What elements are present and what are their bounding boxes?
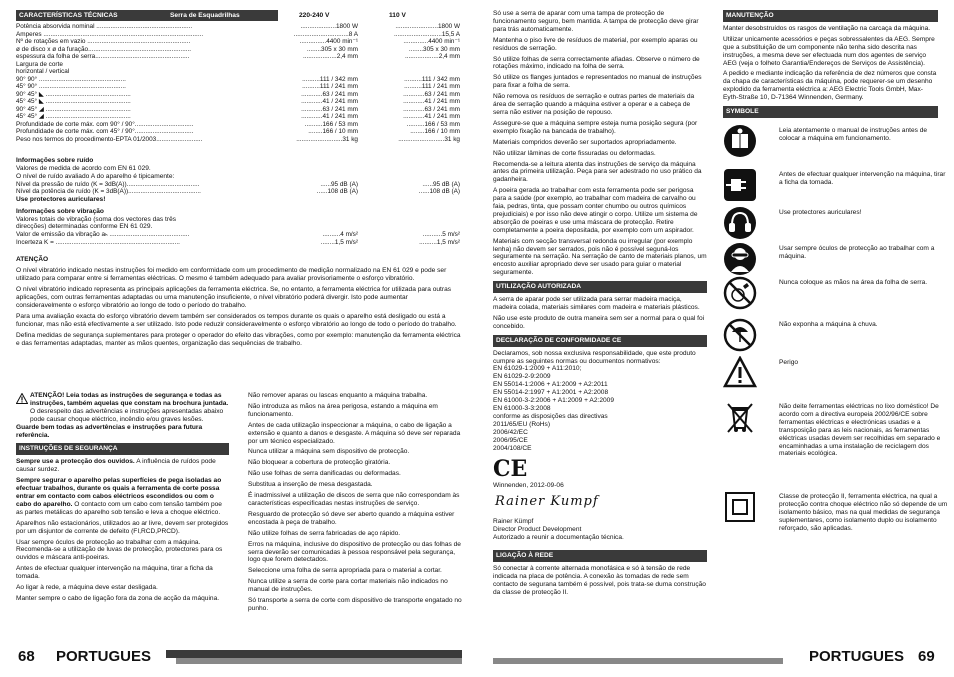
right-column-1	[493, 10, 707, 597]
spec-label: espessura da folha de serra.....................................................	[16, 53, 190, 60]
symbol-row	[723, 206, 938, 242]
safety-paragraph	[16, 595, 229, 603]
spec-v1: ....................1800 W	[300, 23, 358, 30]
spec-v2: ...................2,4 mm	[404, 53, 460, 60]
safety-paragraph: Erros na máquina, inclusive do dispositivo de protecção ou das folhas de serra deverão ser comunicadas à pessoa responsável pela segurança, logo que forem detectados.	[248, 540, 461, 564]
safety-text: Manter sempre o cabo de ligação fora da zona de acção da máquina.	[16, 594, 220, 602]
spec-v1: ...............4400 min⁻¹	[299, 38, 358, 45]
warning-triangle-icon	[16, 393, 28, 404]
spec-label: Potência absorvida nominal ......................................................	[16, 23, 193, 30]
spec-label: 90° 45° ◣ ................................................	[16, 90, 131, 98]
language-label: PORTUGUES	[809, 648, 905, 665]
spec-v1: ...................2,4 mm	[302, 53, 358, 60]
spec-row	[16, 31, 460, 39]
safety-paragraph: Só utilize os flanges juntados e representados no manual de instruções para fixar a folha de serra.	[493, 74, 702, 90]
util-title: UTILIZAÇÃO AUTORIZADA	[493, 281, 707, 293]
noise-table	[16, 181, 460, 196]
footer-68	[16, 648, 462, 670]
vib-table	[16, 231, 460, 246]
symbol-row	[723, 168, 946, 206]
spec-row	[16, 91, 460, 99]
spec-v1: ........305 x 30 mm	[306, 45, 358, 53]
spec-row	[16, 38, 460, 46]
spec-label: 45° 90° .................................................	[16, 83, 126, 90]
spec-label: horizontal / vertical	[16, 68, 70, 75]
safety-paragraph	[16, 520, 229, 536]
spec-row	[16, 128, 460, 136]
safety-paragraph: Não remova os resíduos de serração e outras partes de materiais da área de serração quando a máquina estiver a operar e a cabeça de serra não estiver na posição de repouso.	[493, 93, 695, 116]
eye-protection-icon	[723, 242, 757, 276]
spec-label: Nível da potência de ruído (K = 3dB(A)).........................................	[16, 188, 201, 196]
spec-v1: ............63 / 241 mm	[301, 90, 358, 98]
spec-row	[16, 23, 460, 31]
spec-v2: ......95 dB (A)	[422, 180, 460, 188]
decl-norm: EN 61000-3-2:2006 + A1:2009 + A2:2009	[493, 397, 614, 405]
safety-text: Antes de efectuar qualquer intervenção na máquina, tirar a ficha da tomada.	[16, 565, 213, 581]
spec-row	[16, 239, 460, 247]
safety-paragraph: Não introduza as mãos na área perigosa, estando a máquina em funcionamento.	[248, 402, 438, 418]
page-number: 68	[18, 648, 35, 665]
noise-line: Valores de medida de acordo com EN 61 029.	[16, 164, 151, 172]
safety-paragraph: Mantenha o piso livre de resíduos de material, por exemplo aparas ou resíduos de serração.	[493, 36, 698, 52]
safety-paragraph: Assegure-se que a máquina sempre esteja numa posição segura (por exemplo fixação na bancada de trabalho).	[493, 119, 698, 135]
safety-text: A influência de ruídos pode causar surdez.	[16, 458, 216, 474]
rede-text: Só conectar à corrente alternada monofásica e só à tensão de rede indicada na placa de potência. A conexão às tomadas de rede sem contacto de segurana também é possível, pois trata-se duma construção da classe de protecção II.	[493, 564, 706, 596]
manut-paragraph: Manter desobstruídos os rasgos de ventilação na carcaça da máquina.	[723, 24, 931, 32]
spec-v1: ......95 dB (A)	[320, 180, 358, 188]
decl-norm: 2006/95/CE	[493, 436, 528, 444]
symbol-text: Nunca coloque as mãos na área da folha de serra.	[779, 278, 928, 286]
weee-bin-icon	[723, 400, 757, 434]
safety-paragraphs-2	[248, 392, 462, 613]
no-rain-icon	[723, 318, 757, 352]
language-label: PORTUGUES	[56, 648, 152, 665]
spec-v2: ..........................31 kg	[398, 135, 460, 143]
decl-norm: EN 55014-1:2006 + A1:2009 + A2:2011	[493, 381, 608, 389]
spec-label: Incerteza K = ......................................................................	[16, 238, 180, 246]
symbol-row	[723, 356, 938, 400]
page-69	[477, 0, 954, 677]
safety-paragraph: Não remover aparas ou lascas enquanto a máquina trabalha.	[248, 392, 428, 399]
decl-norm: 2004/108/CE	[493, 444, 532, 452]
spec-product: Serra de Esquadrilhas	[170, 12, 240, 19]
safety-bold: Sempre segurar o aparelho pelas superfícies de pega isoladas ao efectuar trabalhos, durante os quais a ferramenta de corte possa entrar em contacto com cabos eléctricos escondidos ou com o cabo do aparelho.	[16, 477, 222, 508]
safety-paragraph: Materiais com secção transversal redonda ou irregular (por exemplo lenha) não devem ser serrados, pois não é possível seguná-los seguramente na serração. Na serração de canto de materiais planos, um encosto auxiliar apropriado deve ser usado para guiar o material seguramente.	[493, 237, 707, 277]
spec-v2: ............63 / 241 mm	[403, 90, 460, 98]
decl-norm: 2006/42/EC	[493, 428, 528, 436]
signer: Rainer Kümpf	[493, 518, 534, 526]
safety-text: Ao ligar à rede, a máquina deve estar desligada.	[16, 584, 158, 592]
decl-norm: EN 61029-2-9:2009	[493, 373, 551, 381]
spec-label: Valor de emissão da vibração aₕ .............................................	[16, 231, 190, 239]
page-number: 69	[918, 648, 935, 665]
decl-norm: 2011/65/EU (RoHs)	[493, 420, 551, 428]
danger-icon	[723, 356, 757, 390]
class-ii-icon	[723, 490, 757, 524]
decl-intro: Declaramos, sob nossa exclusiva responsabilidade, que este produto cumpre as seguintes normas ou documentos normativos:	[493, 349, 696, 365]
safety-paragraph: A poeira gerada ao trabalhar com esta ferramenta pode ser perigosa para a saúde (por exemplo, ao trabalhar com madeira de carvalho ou faia, pedras, tinta, que possam conter chumbo ou outros químicos prejudiciais) e por isso não deve atingir o corpo. Utilize um sistema de absorção de poeiras e use uma máscara de protecção. Retire completamente a poeira depositada, por exemplo com um aspirador.	[493, 187, 698, 234]
spec-label: Amperes ..........................................................................................	[16, 30, 204, 38]
spec-row	[16, 181, 460, 189]
noise-title: Informações sobre ruído	[16, 157, 94, 164]
right-column-2	[723, 10, 948, 550]
spec-v2: ............41 / 241 mm	[403, 113, 460, 120]
manut-title: MANUTENÇÃO	[723, 10, 938, 22]
volt-110: 110 V	[389, 12, 406, 19]
spec-v1: ..........166 / 53 mm	[304, 120, 358, 128]
decl-place: Winnenden, 2012-09-06	[493, 482, 564, 490]
manut-paragraphs	[723, 25, 938, 102]
specs-column	[16, 10, 461, 350]
spec-label: Nº de rotações em vazio ..........................................................	[16, 38, 191, 45]
symbol-text: Não exponha a máquina à chuva.	[779, 320, 878, 328]
spec-label: 45° 45° ◣ ................................................	[16, 98, 131, 105]
spec-v1: ..........4 m/s²	[322, 231, 358, 239]
spec-label: Largura de corte	[16, 60, 63, 68]
vib-line: direcções) determinadas conforme EN 61 029.	[16, 223, 153, 231]
safety-paragraph	[16, 539, 229, 563]
spec-header	[16, 10, 461, 21]
spec-v1	[246, 61, 358, 69]
spec-v2: ...........5 m/s²	[422, 231, 460, 239]
spec-v2	[358, 68, 460, 76]
decl-norm: conforme as disposições das directivas	[493, 412, 608, 420]
warning-text: O desrespeito das advertências e instruções apresentadas abaixo pode causar choque eléctrico, incêndio e/ou graves lesões.	[30, 407, 224, 423]
safety-paragraph: Não utilizar lâminas de corte fissuradas ou deformadas.	[493, 149, 656, 157]
spec-v2: ........................1800 W	[395, 23, 460, 30]
spec-row	[16, 188, 460, 196]
footer-69	[493, 648, 939, 670]
spec-row	[16, 53, 460, 61]
rede-title: LIGAÇÃO À REDE	[493, 550, 707, 562]
safety-paragraph: É inadmissível a utilização de discos de serra que não correspondam às características especificadas nestas instruções de serviço.	[248, 492, 460, 507]
spec-v1: ........1,5 m/s²	[320, 238, 358, 246]
symbol-row	[723, 242, 938, 276]
spec-v2: ............63 / 241 mm	[403, 105, 460, 113]
spec-v1: ............41 / 241 mm	[301, 98, 358, 105]
safety-paragraph: Nunca utilize a serra de corte para cortar materiais não indicados no manual de instruções.	[248, 578, 448, 594]
safety-paragraph: Recomenda-se a leitura atenta das instruções de serviço da máquina antes da primeira utilização. Peça para ser adestrado no uso prático da gadanheira.	[493, 160, 702, 184]
symbol-row	[723, 490, 948, 550]
safety-paragraph: Seleccione uma folha de serra apropriada para o material a cortar.	[248, 567, 442, 575]
no-hands-icon	[723, 276, 757, 310]
safety-column	[16, 392, 229, 606]
symbol-text: Classe de protecção II, ferramenta eléctrica, na qual a protecção contra choque eléctrico não só depende de um isolamento básico, mas na qual medidas de segurança suplementares, como isolamento duplo ou isolamento reforçado, são aplicadas.	[779, 492, 948, 532]
symbol-text: Não deite ferramentas eléctricas no lixo doméstico! De acordo com a directiva europeia 2002/96/CE sobre ferramentas eléctricas e electrónicas usadas e a transposição para as leis nacionais, as ferramentas eléctricas usadas devem ser recolhidas em separado e encaminhadas a uma instalação de reciclagem dos materiais ecológica.	[779, 402, 941, 458]
noise-warning: Use protectores auriculares!	[16, 195, 106, 203]
safety-paragraph	[16, 584, 229, 592]
vib-line: Valores totais de vibração (soma dos vectores das três	[16, 215, 177, 223]
spec-row	[16, 68, 460, 76]
symbol-text: Perigo	[779, 358, 799, 366]
noise-line: O nível de ruído avaliado A do aparelho é tipicamente:	[16, 172, 175, 180]
safety-text: Aparelhos não estacionários, utilizados ao ar livre, devem ser protegidos por um disjuntor de corrente de defeito (FI,RCD,PRCD).	[16, 519, 229, 535]
safety-paragraph: Substitua a inserção de mesa desgastada.	[248, 481, 373, 489]
read-manual-icon	[723, 124, 757, 158]
spec-row	[16, 231, 460, 239]
spec-v1: ............41 / 241 mm	[301, 113, 358, 120]
safety-paragraph: Resguardo de protecção só deve ser aberto quando a máquina estiver encostada à peça de trabalho.	[248, 510, 455, 526]
signature-lettering: Rainer Kumpf	[495, 494, 599, 510]
spec-table	[16, 23, 460, 143]
decl-norm: EN 55014-2:1997 + A1:2001 + A2:2008	[493, 389, 609, 397]
spec-v2: ........166 / 10 mm	[410, 128, 460, 135]
symbol-row	[723, 400, 941, 490]
vib-title: Informações sobre vibração	[16, 207, 104, 215]
spec-v2	[358, 61, 460, 69]
manut-paragraph: A pedido e mediante indicação da referência de dez números que consta da chapa de características da máquina, pode requerer-se um desenho explodido da ferramenta eléctrica a: AEG Electric Tools GmbH, Max-Eyth-Straße 10, D-71364 Winnenden, Germany.	[723, 70, 937, 102]
safety-column-2	[248, 392, 462, 616]
spec-v2: ..........111 / 241 mm	[404, 83, 460, 90]
util-text: A serra de aparar pode ser utilizada para serrar madeira maciça, madeira colada, materiais similares com madeira e materiais plásticos.	[493, 296, 700, 311]
manut-paragraph: Utilizar unicamente acessórios e peças sobressalentes da AEG. Sempre que a substituição de um componente não tenha sido descrita nas instruções, a mesma deve ser efectuada num dos agentes de serviço AEG (veja o folheto Garantia/Endereços de Serviços de Assistência).	[723, 35, 935, 67]
sym-title: SYMBOLE	[723, 106, 938, 118]
symbol-row	[723, 124, 938, 168]
spec-v2: ..........1,5 m/s²	[419, 238, 460, 246]
safety-paragraph: Nunca utilizar a máquina sem dispositivo de protecção.	[248, 448, 410, 456]
atencao-paragraphs	[16, 267, 461, 347]
signature	[493, 496, 707, 518]
spec-label: 45° 45° ◢ ................................................	[16, 113, 131, 120]
atencao-paragraph: O nível vibratório indicado representa as principais aplicações da ferramenta eléctrica. Se, no entanto, a ferramenta eléctrica for utilizada para outras aplicações, com outras ferramentas adaptadas ou uma manutenção insuficiente, o nível vibratório poderá divergir. Isto pode aumentar consideravelmente o esforço vibratório ao longo de todo o período do trabalho.	[16, 286, 452, 309]
spec-label: 90° 45° ◢ ................................................	[16, 105, 131, 113]
symbol-text: Use protectores auriculares!	[779, 208, 862, 216]
safety-text: Usar sempre óculos de protecção ao trabalhar com a máquina. Recomenda-se a utilização de luvas de protecção, protectores para os ouvidos e máscara anti-poeiras.	[16, 538, 223, 562]
ce-mark: CE	[493, 456, 528, 483]
spec-row	[16, 113, 460, 121]
spec-v1: ......108 dB (A)	[316, 188, 358, 196]
spec-row	[16, 46, 460, 54]
safety-paragraph: Não bloquear a cobertura de protecção giratória.	[248, 459, 391, 467]
spec-row	[16, 83, 460, 91]
symbol-list	[723, 124, 948, 550]
atencao-paragraph: Defina medidas de segurança suplementares para proteger o operador do efeito das vibrações, como por exemplo: manutenção da ferramenta eléctrica e das ferramentas adaptadas, manter as mãos quentes, organização das sequências de trabalho.	[16, 331, 461, 347]
symbol-text: Leia atentamente o manual de instruções antes de colocar a máquina em funcionamento.	[779, 126, 928, 142]
spec-row	[16, 106, 460, 114]
safety-paragraph: Não use folhas de serra danificadas ou deformadas.	[248, 470, 401, 478]
decl-title: DECLARAÇÃO DE CONFORMIDADE CE	[493, 335, 707, 347]
symbol-row	[723, 318, 938, 356]
unplug-icon	[723, 168, 757, 202]
atencao-paragraph: Para uma avaliação exacta do esforço vibratório devem também ser considerados os tempos durante os quais o aparelho está desligado ou está a funcionar, mas não está efectivamente a ser utilizado. Isto pode reduzir consideravelmente o esforço vibratório ao longo de todo o período do trabalho.	[16, 312, 457, 328]
spec-row	[16, 121, 460, 129]
safety-paragraph: Só utilize folhas de serra correctamente afiadas. Observe o número de rotações máximo, indicado na folha de serra.	[493, 55, 700, 71]
safety-paragraph: Materiais compridos deverão ser suportados apropriadamente.	[493, 138, 677, 146]
spec-label: Profundidade de corte máx. com 90° / 90°.................................	[16, 120, 194, 128]
atencao-title: ATENÇÃO	[16, 256, 49, 264]
util-text: Não use este produto de outra maneira sem ser a normal para o qual foi concebido.	[493, 314, 705, 330]
warning-block	[16, 392, 229, 424]
safety-paragraph	[16, 477, 229, 517]
spec-v2: ...........................15,5 A	[393, 30, 460, 38]
spec-v1: ..........111 / 342 mm	[302, 75, 358, 83]
signer-auth: Autorizado a reunir a documentação técnica.	[493, 534, 624, 542]
atencao-paragraph: O nível vibratório indicado nestas instruções foi medido em conformidade com um procedimento de medição normalizado na EN 61 029 e pode ser utilizado para comparar entre si ferramentas eléctricas. O mesmo é também adequado para avaliar provisoriamente o esforço vibratório.	[16, 267, 447, 283]
spec-row	[16, 136, 460, 144]
spec-v2: ..............4400 min⁻¹	[403, 38, 460, 45]
spec-label: ø de disco x ø da furação..........................................................	[16, 45, 192, 53]
spec-v1: ........166 / 10 mm	[308, 128, 358, 135]
volt-220: 220-240 V	[299, 12, 330, 19]
safety-title: INSTRUÇÕES DE SEGURANÇA	[16, 443, 229, 455]
spec-v1: ............63 / 241 mm	[301, 105, 358, 113]
spec-v1	[246, 68, 358, 76]
spec-v2: ........305 x 30 mm	[408, 45, 460, 53]
right-paragraphs	[493, 10, 707, 277]
spec-v2: ..........111 / 342 mm	[404, 75, 460, 83]
symbol-text: Usar sempre óculos de protecção ao trabalhar com a máquina.	[779, 244, 935, 260]
spec-v1: ..........................31 kg	[296, 135, 358, 143]
warning-bold-2: Guarde bem todas as advertências e instruções para futura referência.	[16, 423, 203, 439]
safety-paragraph: Só use a serra de aparar com uma tampa de protecção de funcionamento seguro, bem mantida. A tampa de protecção deve girar para trás automaticamente.	[493, 10, 699, 33]
decl-norm: EN 61029-1:2009 + A11:2010;	[493, 365, 582, 373]
warning-bold: ATENÇÃO! Leia todas as instruções de segurança e todas as instruções, também aquelas que constam na brochura juntada.	[30, 392, 229, 407]
safety-text: O contacto com um cabo com tensão também poe as partes metálicas do aparelho sob tensão e leva a choque eléctrico.	[16, 500, 222, 516]
signer-role: Director Product Development	[493, 526, 582, 534]
spec-v1: ..........111 / 241 mm	[302, 83, 358, 90]
decl-norms	[493, 365, 707, 452]
safety-paragraph: Não utilize folhas de serra fabricadas de aço rápido.	[248, 529, 401, 537]
safety-paragraphs	[16, 458, 229, 603]
spec-row	[16, 61, 460, 69]
ear-protection-icon	[723, 206, 757, 240]
spec-label: 90° 90° .................................................	[16, 75, 126, 83]
spec-label: Peso nos termos do procedimento-EPTA 01/2003..........................	[16, 135, 203, 143]
spec-v1: ...............................8 A	[293, 30, 358, 38]
spec-label: Nível da pressão de ruído (K = 3dB(A)).........................................	[16, 180, 200, 188]
safety-paragraph: Antes de cada utilização inspeccionar a máquina, o cabo de ligação a extensão e quanto a danos e desgaste. A máquina só deve ser reparada por um técnico especializado.	[248, 421, 461, 445]
safety-paragraph	[16, 565, 229, 581]
spec-title: CARACTERÍSTICAS TÉCNICAS	[19, 12, 118, 19]
safety-bold: Sempre use a protecção dos ouvidos.	[16, 458, 135, 466]
decl-norm: EN 61000-3-3:2008	[493, 404, 551, 412]
spec-v2: ..........166 / 53 mm	[406, 120, 460, 128]
spec-v2: ............41 / 241 mm	[403, 98, 460, 105]
symbol-row	[723, 276, 938, 318]
spec-row	[16, 98, 460, 106]
spec-label: Profundidade de corte máx. com 45° / 90°.................................	[16, 128, 194, 135]
symbol-text: Antes de efectuar qualquer intervenção na máquina, tirar a ficha da tomada.	[779, 170, 946, 186]
spec-v2: ......108 dB (A)	[418, 188, 460, 196]
spec-row	[16, 76, 460, 84]
safety-paragraph: Só transporte a serra de corte com dispositivo de transporte engatado no punho.	[248, 597, 462, 612]
safety-paragraph	[16, 458, 229, 474]
